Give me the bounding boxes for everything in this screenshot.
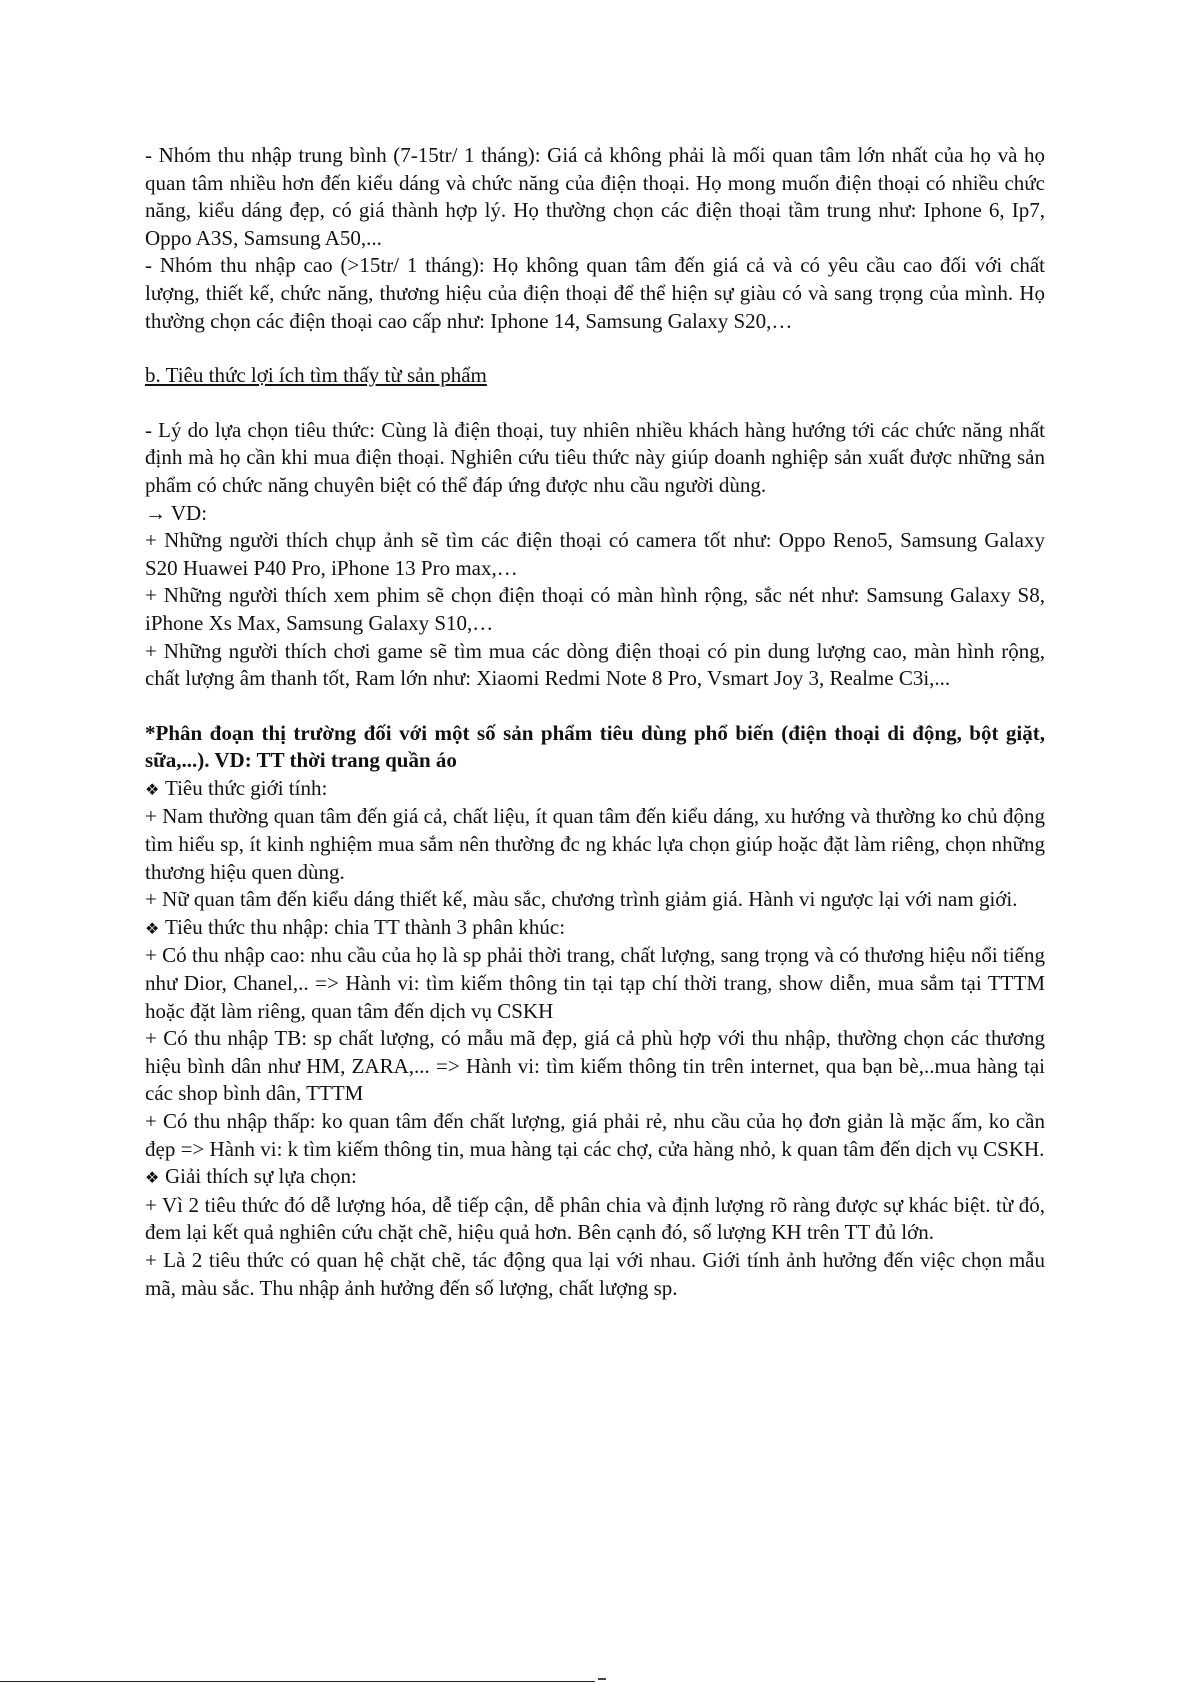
paragraph-middle-income: - Nhóm thu nhập trung bình (7-15tr/ 1 tháng): Giá cả không phải là mối quan tâm lớn nhất của họ và họ quan tâm nhiều hơn đến kiểu dáng và chức năng của điện thoại. Họ mong muốn điện thoại có nhiều chức năng, kiểu dáng đẹp, có giá thành hợp lý. Họ thường chọn các điện thoại tầm trung như: Iphone 6, Ip7, Oppo A3S, Samsung A50,... bbox=[145, 143, 1045, 250]
explain-item: + Vì 2 tiêu thức đó dễ lượng hóa, dễ tiếp cận, dễ phân chia và định lượng rõ ràng được sự khác biệt. từ đó, đem lại kết quả nghiên cứu chặt chẽ, hiệu quả hơn. Bên cạnh đó, số lượng KH trên TT đủ lớn. bbox=[145, 1192, 1045, 1245]
page-bottom-mark bbox=[598, 1678, 606, 1680]
income-item: + Có thu nhập thấp: ko quan tâm đến chất lượng, giá phải rẻ, nhu cầu của họ đơn giản là mặc ấm, ko cần đẹp => Hành vi: k tìm kiếm thông tin, mua hàng tại các chợ, cửa hàng nhỏ, k quan tâm đến dịch vụ CSKH. bbox=[145, 1109, 1045, 1161]
example-item: + Những người thích chụp ảnh sẽ tìm các điện thoại có camera tốt như: Oppo Reno5, Samsung Galaxy S20 Huawei P40 Pro, iPhone 13 Pro max,… bbox=[145, 528, 1045, 580]
bullet-gender bbox=[145, 775, 1045, 804]
bullet-income bbox=[145, 914, 1045, 943]
bullet-label: Giải thích sự lựa chọn: bbox=[165, 1164, 357, 1189]
bullet-label: Tiêu thức giới tính: bbox=[165, 775, 328, 800]
page-bottom-rule bbox=[0, 1681, 595, 1682]
example-label: → VD: bbox=[145, 500, 208, 525]
section-b-heading: b. Tiêu thức lợi ích tìm thấy từ sản phẩm bbox=[145, 363, 487, 388]
spacer bbox=[145, 390, 1045, 417]
section-b-reason: - Lý do lựa chọn tiêu thức: Cùng là điện thoại, tuy nhiên nhiều khách hàng hướng tới các chức năng nhất định mà họ cần khi mua điện thoại. Nghiên cứu tiêu thức này giúp doanh nghiệp sản xuất được những sản phẩm có chức năng chuyên biệt có thể đáp ứng được nhu cầu người dùng. bbox=[145, 417, 1045, 497]
bullet-label: Tiêu thức thu nhập: chia TT thành 3 phân khúc: bbox=[165, 914, 566, 939]
document-page bbox=[145, 142, 1045, 1302]
segment-section-heading: *Phân đoạn thị trường đối với một số sản phẩm tiêu dùng phổ biến (điện thoại di động, bột giặt, sữa,...). VD: TT thời trang quần áo bbox=[145, 720, 1045, 773]
gender-item: + Nữ quan tâm đến kiểu dáng thiết kế, màu sắc, chương trình giảm giá. Hành vi ngược lại với nam giới. bbox=[145, 887, 1018, 912]
example-item: + Những người thích chơi game sẽ tìm mua các dòng điện thoại có pin dung lượng cao, màn hình rộng, chất lượng âm thanh tốt, Ram lớn như: Xiaomi Redmi Note 8 Pro, Vsmart Joy 3, Realme C3i,... bbox=[145, 638, 1045, 691]
income-item: + Có thu nhập TB: sp chất lượng, có mẫu mã đẹp, giá cả phù hợp với thu nhập, thường chọn các thương hiệu bình dân như HM, ZARA,... => Hành vi: tìm kiếm thông tin trên internet, qua bạn bè,..mua hàng tại các shop bình dân, TTTM bbox=[145, 1026, 1045, 1106]
paragraph-high-income: - Nhóm thu nhập cao (>15tr/ 1 tháng): Họ không quan tâm đến giá cả và có yêu cầu cao đối với chất lượng, thiết kế, chức năng, thương hiệu của điện thoại để thể hiện sự giàu có và sang trọng của mình. Họ thường chọn các điện thoại cao cấp như: Iphone 14, Samsung Galaxy S20,… bbox=[145, 253, 1045, 333]
diamond-bullet-icon: ❖ bbox=[145, 779, 160, 799]
diamond-bullet-icon: ❖ bbox=[145, 1168, 160, 1188]
bullet-explain bbox=[145, 1163, 1045, 1192]
diamond-bullet-icon: ❖ bbox=[145, 918, 160, 938]
explain-item: + Là 2 tiêu thức có quan hệ chặt chẽ, tác động qua lại với nhau. Giới tính ảnh hưởng đến việc chọn mẫu mã, màu sắc. Thu nhập ảnh hưởng đến số lượng, chất lượng sp. bbox=[145, 1247, 1045, 1300]
gender-item: + Nam thường quan tâm đến giá cả, chất liệu, ít quan tâm đến kiểu dáng, xu hướng và thường ko chủ động tìm hiểu sp, ít kinh nghiệm mua sắm nên thường đc ng khác lựa chọn giúp hoặc đặt làm riêng, chọn những thương hiệu quen dùng. bbox=[145, 804, 1045, 884]
spacer bbox=[145, 335, 1045, 362]
spacer bbox=[145, 693, 1045, 720]
income-item: + Có thu nhập cao: nhu cầu của họ là sp phải thời trang, chất lượng, sang trọng và có thương hiệu nổi tiếng như Dior, Chanel,.. => Hành vi: tìm kiếm thông tin tại tạp chí thời trang, show diễn, mua sắm tại TTTM hoặc đặt làm riêng, quan tâm đến dịch vụ CSKH bbox=[145, 943, 1045, 1023]
example-item: + Những người thích xem phim sẽ chọn điện thoại có màn hình rộng, sắc nét như: Samsung Galaxy S8, iPhone Xs Max, Samsung Galaxy S10,… bbox=[145, 583, 1045, 635]
